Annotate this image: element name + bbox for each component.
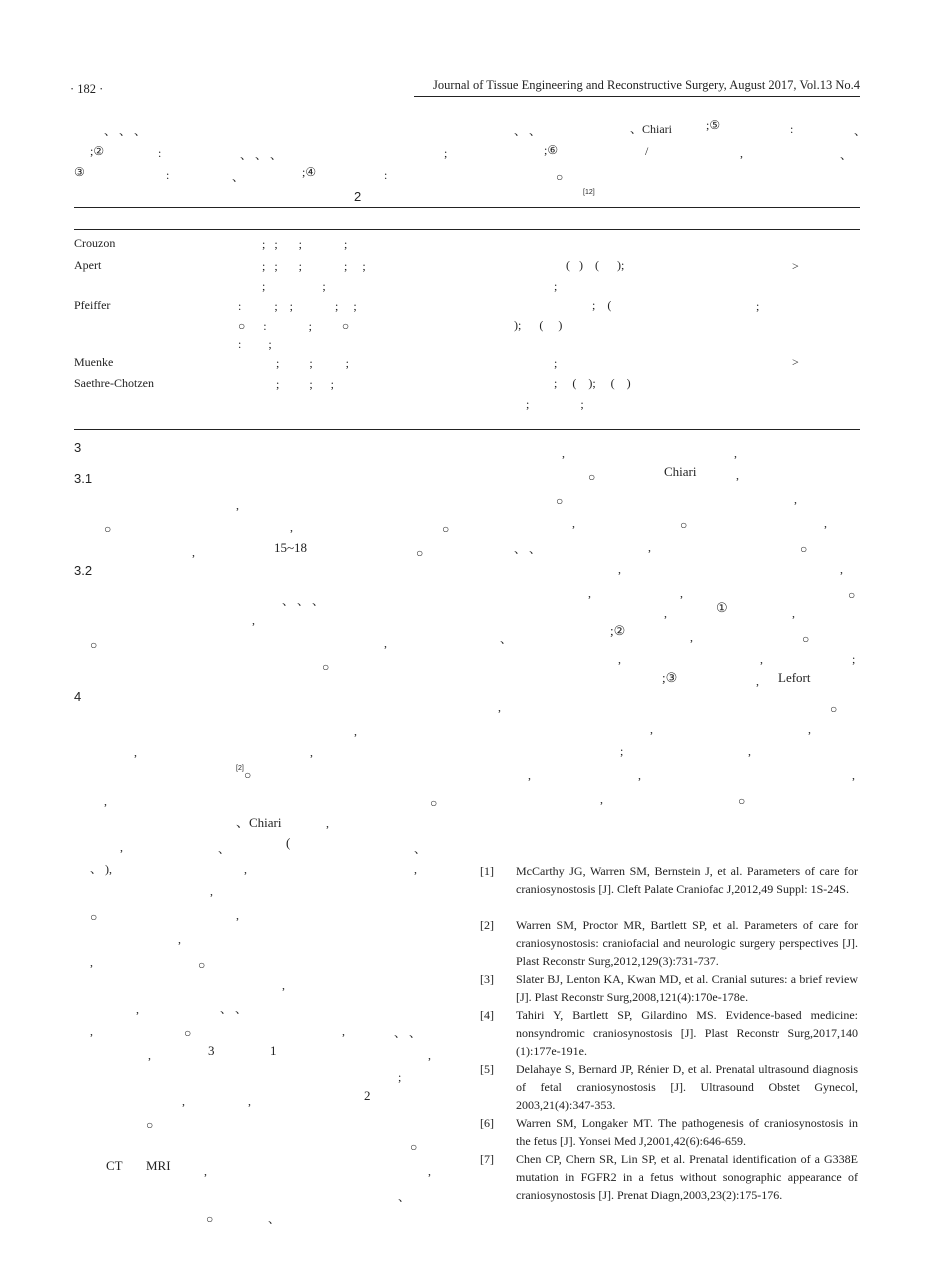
- punctuation: ○: [90, 910, 98, 924]
- reference-text: Delahaye S, Bernard JP, Rénier D, et al. Prenatal ultrasound diagnosis of fetal craniosynostosis [J]. Ultrasound Obstet Gynecol, 2003,21(4):347-353.: [516, 1062, 858, 1112]
- reference-item: [480, 1006, 860, 1060]
- list-marker-3: ;③: [662, 670, 678, 685]
- table-row-fragments: ; ; ;: [276, 356, 350, 370]
- punctuation: ,: [824, 516, 827, 530]
- text-fragment: 、 、: [514, 124, 542, 138]
- paren: (: [286, 835, 291, 850]
- punctuation: ,: [618, 562, 621, 576]
- term-ct: CT: [106, 1158, 123, 1173]
- text-fragment: 、: [840, 148, 853, 162]
- text-fragment: 、: [854, 124, 867, 138]
- text-fragment: ,: [740, 146, 743, 160]
- table-row-fragments: : ;: [238, 337, 272, 351]
- punctuation: ,: [244, 862, 247, 876]
- punctuation: ○: [90, 638, 98, 652]
- table-header-rule: [74, 229, 860, 230]
- list-marker-6: ;⑥: [544, 143, 559, 157]
- punctuation: ,: [498, 700, 501, 714]
- text-fragment: 、 、 、: [240, 148, 283, 162]
- punctuation: 、 、 、: [282, 594, 325, 608]
- section-heading-4: 4: [74, 689, 82, 704]
- punctuation: ,: [104, 794, 107, 808]
- table-row-fragments: ; ;: [526, 397, 584, 411]
- punctuation: ○: [322, 660, 330, 674]
- punctuation: ,: [680, 586, 683, 600]
- punctuation: ,: [148, 1048, 151, 1062]
- reference-number: [7]: [480, 1152, 494, 1166]
- text-fragment: :: [166, 168, 170, 182]
- reference-item: [480, 916, 860, 970]
- reference-text: Warren SM, Longaker MT. The pathogenesis of craniosynostosis in the fetus [J]. Yonsei Med J,2001,42(6):646-659.: [516, 1116, 858, 1148]
- list-marker-2: ;②: [90, 144, 105, 158]
- punctuation: ,: [794, 492, 797, 506]
- section-heading-3: 3: [74, 440, 82, 455]
- punctuation: ,: [840, 562, 843, 576]
- punctuation: ,: [354, 724, 357, 738]
- punctuation: ,: [650, 722, 653, 736]
- term-lefort: Lefort: [778, 670, 811, 685]
- number-1: 1: [270, 1043, 277, 1058]
- punctuation: ○: [430, 796, 438, 810]
- punctuation: ,: [414, 862, 417, 876]
- reference-text: Tahiri Y, Bartlett SP, Gilardino MS. Evidence-based medicine: nonsyndromic craniosynostosis [J]. Plast Reconstr Surg,2017,140 (1):177e-191e.: [516, 1008, 858, 1058]
- punctuation: ,: [648, 540, 651, 554]
- table-row-fragments: ; ; ; ; ;: [262, 259, 366, 273]
- punctuation: ,: [664, 606, 667, 620]
- punctuation: ,: [428, 1048, 431, 1062]
- list-marker-1: ①: [716, 600, 728, 615]
- number-2: 2: [364, 1088, 371, 1103]
- table-row-name: Crouzon: [74, 236, 116, 250]
- punctuation: ,: [236, 908, 239, 922]
- table-row-fragments: ( ) ( );: [566, 258, 625, 272]
- list-marker-2: ;②: [610, 623, 626, 638]
- header-rule: [414, 96, 860, 97]
- reference-number: [1]: [480, 864, 494, 878]
- text-fragment: /: [645, 144, 649, 158]
- table-number: 2: [354, 189, 362, 204]
- punctuation: ,: [192, 545, 195, 559]
- punctuation: ○: [848, 588, 856, 602]
- punctuation: ,: [618, 652, 621, 666]
- punctuation: ,: [136, 1002, 139, 1016]
- punctuation: 、 、: [220, 1002, 248, 1016]
- term-chiari: Chiari: [664, 464, 697, 479]
- punctuation: ,: [808, 722, 811, 736]
- text-fragment: 、 、 、: [104, 124, 147, 138]
- table-row-name: Muenke: [74, 355, 114, 369]
- punctuation: 、: [500, 632, 513, 646]
- table-row-fragments: ;: [756, 299, 760, 313]
- citation-ref: [12]: [583, 189, 595, 196]
- punctuation: ○: [738, 794, 746, 808]
- punctuation: ;: [852, 652, 856, 666]
- punctuation: ○: [146, 1118, 154, 1132]
- reference-text: Warren SM, Proctor MR, Bartlett SP, et al. Parameters of care for craniosynostosis: craniofacial and neurologic surgery perspectives [J]. Plast Reconstr Surg,2012,129(3):731-737.: [516, 918, 858, 968]
- list-marker-3: ③: [74, 165, 85, 179]
- section-heading-3-1: 3.1: [74, 471, 93, 486]
- punctuation: ,: [748, 744, 751, 758]
- table-row-fragments: ; ;: [262, 279, 326, 293]
- punctuation: ,: [248, 1094, 251, 1108]
- term-chiari: 、Chiari: [236, 815, 282, 830]
- reference-item: [480, 970, 860, 1006]
- table-row-fragments: ○ : ; ○: [238, 319, 350, 333]
- punctuation: ○: [588, 470, 596, 484]
- list-marker-5: ;⑤: [706, 118, 721, 132]
- table-row-fragments: ;: [554, 356, 558, 370]
- punctuation: ,: [90, 1024, 93, 1038]
- punctuation: ,: [326, 816, 329, 830]
- journal-running-header: Journal of Tissue Engineering and Reconstructive Surgery, August 2017, Vol.13 No.4: [433, 78, 860, 92]
- text-fragment: 、: [232, 170, 245, 184]
- punctuation: 、 ),: [90, 862, 112, 876]
- table-bottom-rule: [74, 429, 860, 430]
- punctuation: ,: [90, 955, 93, 969]
- table-row-fragments: : ; ; ; ;: [238, 299, 357, 313]
- text-fragment: :: [790, 122, 794, 136]
- punctuation: ,: [600, 792, 603, 806]
- punctuation: ,: [134, 745, 137, 759]
- punctuation: ,: [760, 652, 763, 666]
- term-mri: MRI: [146, 1158, 171, 1173]
- reference-number: [5]: [480, 1062, 494, 1076]
- punctuation: ;: [620, 744, 624, 758]
- punctuation: ,: [342, 1024, 345, 1038]
- reference-item: [480, 1150, 860, 1222]
- punctuation: ,: [178, 932, 181, 946]
- reference-number: [4]: [480, 1008, 494, 1022]
- greater-than-sign: >: [792, 355, 799, 369]
- punctuation: ,: [290, 520, 293, 534]
- punctuation: ○: [802, 632, 810, 646]
- table-row-name: Apert: [74, 258, 102, 272]
- punctuation: ○: [680, 518, 688, 532]
- table-row-fragments: ; ( ); ( ): [554, 376, 631, 390]
- table-row-fragments: ; ; ; ;: [262, 237, 348, 251]
- punctuation: ,: [120, 840, 123, 854]
- punctuation: ○: [184, 1026, 192, 1040]
- page-number: · 182 ·: [70, 82, 104, 96]
- punctuation: ,: [638, 768, 641, 782]
- text-fragment: ;: [444, 146, 448, 160]
- punctuation: 、: [268, 1212, 281, 1226]
- table-row-fragments: ; ; ;: [276, 377, 335, 391]
- list-marker-4: ;④: [302, 165, 317, 179]
- punctuation: ,: [562, 446, 565, 460]
- punctuation: ,: [310, 745, 313, 759]
- punctuation: ,: [236, 498, 239, 512]
- punctuation: ○: [442, 522, 450, 536]
- reference-number: [2]: [480, 918, 494, 932]
- punctuation: ,: [736, 468, 739, 482]
- section-heading-3-2: 3.2: [74, 563, 93, 578]
- punctuation: 、 、: [394, 1026, 422, 1040]
- greater-than-sign: >: [792, 259, 799, 273]
- punctuation: ,: [204, 1164, 207, 1178]
- text-fragment: :: [384, 168, 388, 182]
- punctuation: 、: [218, 842, 231, 856]
- punctuation: ,: [282, 978, 285, 992]
- citation-ref: [2]: [236, 765, 244, 772]
- punctuation: ,: [852, 768, 855, 782]
- reference-number: [3]: [480, 972, 494, 986]
- table-row-fragments: ; (: [592, 298, 612, 312]
- punctuation: ○: [800, 542, 808, 556]
- reference-number: [6]: [480, 1116, 494, 1130]
- number-3: 3: [208, 1043, 215, 1058]
- punctuation: ,: [690, 630, 693, 644]
- punctuation: ○: [830, 702, 838, 716]
- punctuation: ,: [182, 1094, 185, 1108]
- punctuation: ○: [198, 958, 206, 972]
- table-row-fragments: ); ( ): [514, 318, 563, 332]
- punctuation: ○: [104, 522, 112, 536]
- punctuation: ,: [528, 768, 531, 782]
- table-row-fragments: ;: [554, 279, 558, 293]
- punctuation: 、: [414, 842, 427, 856]
- table-row-name: Saethre-Chotzen: [74, 376, 154, 390]
- term-chiari: 、Chiari: [630, 122, 672, 136]
- punctuation: ,: [572, 516, 575, 530]
- punctuation: ,: [428, 1164, 431, 1178]
- reference-item: [480, 1060, 860, 1114]
- reference-item: [480, 1114, 860, 1150]
- age-range: 15~18: [274, 540, 308, 555]
- reference-text: Slater BJ, Lenton KA, Kwan MD, et al. Cranial sutures: a brief review [J]. Plast Reconstr Surg,2008,121(4):170e-178e.: [516, 972, 858, 1004]
- table-top-rule: [74, 207, 860, 208]
- punctuation: ,: [734, 446, 737, 460]
- reference-item: [480, 862, 860, 916]
- punctuation: ;: [398, 1070, 402, 1084]
- punctuation: ○: [410, 1140, 418, 1154]
- punctuation: ○: [244, 768, 252, 782]
- text-fragment: :: [158, 146, 162, 160]
- punctuation: 、: [398, 1190, 411, 1204]
- table-row-name: Pfeiffer: [74, 298, 111, 312]
- punctuation: ,: [756, 674, 759, 688]
- punctuation: ○: [206, 1212, 214, 1226]
- text-fragment: ○: [556, 170, 564, 184]
- punctuation: ○: [556, 494, 564, 508]
- punctuation: ○: [416, 546, 424, 560]
- punctuation: ,: [210, 884, 213, 898]
- reference-text: Chen CP, Chern SR, Lin SP, et al. Prenatal identification of a G338E mutation in FGFR2 in a fetus without sonographic appearance of craniosynostosis [J]. Prenat Diagn,2003,23(2):175-176.: [516, 1152, 858, 1202]
- reference-text: McCarthy JG, Warren SM, Bernstein J, et al. Parameters of care for craniosynostosis [J]. Cleft Palate Craniofac J,2012,49 Suppl: 1S-24S.: [516, 864, 858, 896]
- punctuation: ,: [252, 613, 255, 627]
- punctuation: 、 、: [514, 542, 542, 556]
- punctuation: ,: [792, 606, 795, 620]
- punctuation: ,: [384, 636, 387, 650]
- punctuation: ,: [588, 586, 591, 600]
